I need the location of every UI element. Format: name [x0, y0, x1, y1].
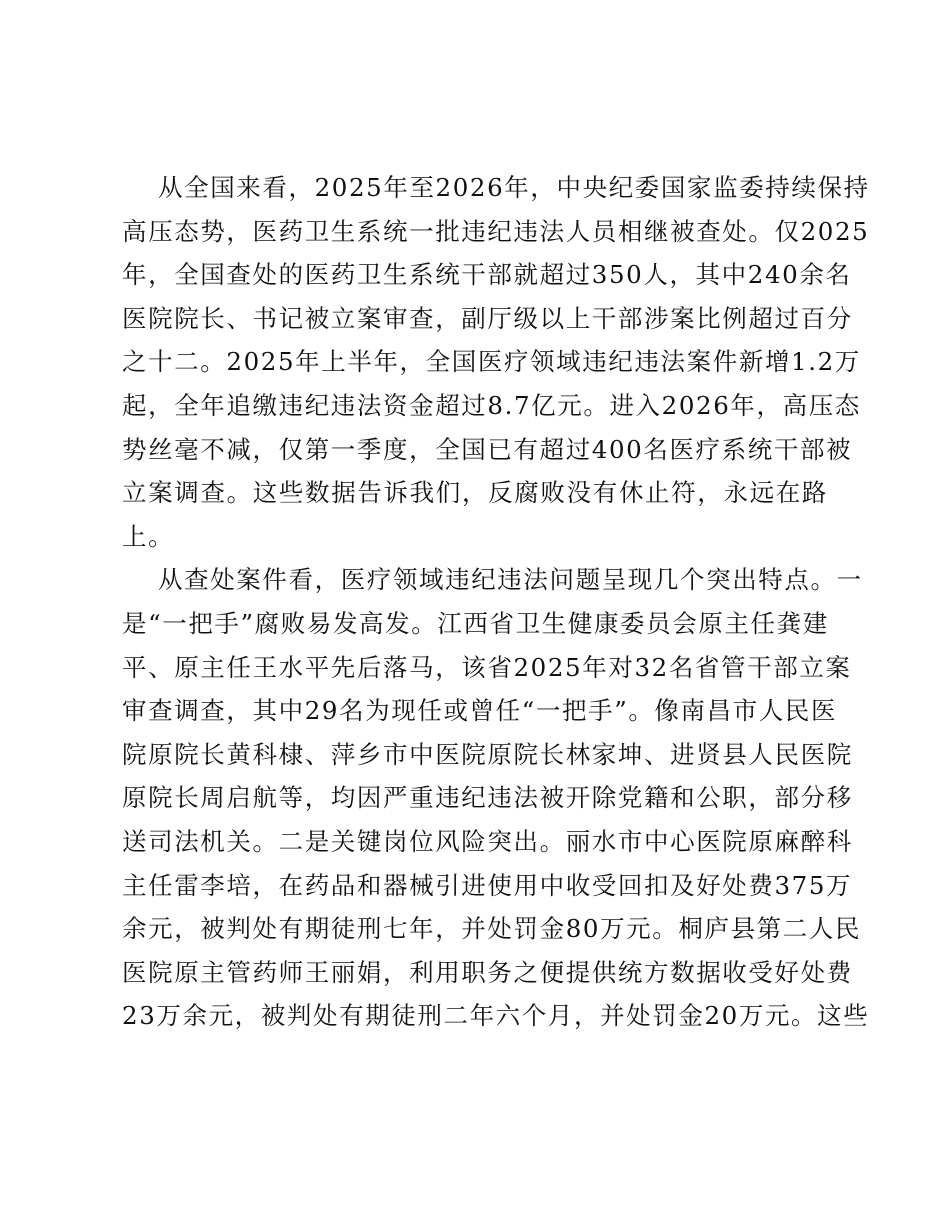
text-line: 余元，被判处有期徒刑七年，并处罚金80万元。桐庐县第二人民	[122, 914, 862, 944]
text-line: 23万余元，被判处有期徒刑二年六个月，并处罚金20万元。这些	[122, 1001, 870, 1031]
text-line: 立案调查。这些数据告诉我们，反腐败没有休止符，永远在路	[122, 478, 828, 508]
text-line: 院原院长黄科棣、萍乡市中医院原院长林家坤、进贤县人民医院	[122, 739, 853, 769]
text-line: 从查处案件看，医疗领域违纪违法问题呈现几个突出特点。一	[158, 565, 863, 595]
text-line: 原院长周启航等，均因严重违纪违法被开除党籍和公职，部分移	[122, 783, 853, 813]
text-line: 从全国来看，2025年至2026年，中央纪委国家监委持续保持	[158, 173, 870, 202]
text-line: 审查调查，其中29名为现任或曾任“一把手”。像南昌市人民医	[122, 696, 838, 726]
text-line: 是“一把手”腐败易发高发。江西省卫生健康委员会原主任龚建	[122, 608, 829, 638]
paragraph-1	[122, 166, 870, 558]
paragraph-2	[122, 558, 870, 1038]
text-line: 势丝毫不减，仅第一季度，全国已有超过400名医疗系统干部被	[122, 434, 853, 464]
text-line: 年，全国查处的医药卫生系统干部就超过350人，其中240余名	[122, 260, 852, 290]
body-text	[122, 166, 870, 1038]
text-line: 高压态势，医药卫生系统一批违纪违法人员相继被查处。仅2025	[122, 216, 870, 246]
text-line: 医院院长、书记被立案审查，副厅级以上干部涉案比例超过百分	[122, 303, 853, 333]
text-line: 上。	[122, 521, 175, 551]
text-line: 之十二。2025年上半年，全国医疗领域违纪违法案件新增1.2万	[122, 347, 861, 377]
text-line: 主任雷李培，在药品和器械引进使用中收受回扣及好处费375万	[122, 870, 853, 900]
text-line: 送司法机关。二是关键岗位风险突出。丽水市中心医院原麻醉科	[122, 826, 853, 856]
text-line: 平、原主任王水平先后落马，该省2025年对32名省管干部立案	[122, 652, 852, 682]
text-line: 起，全年追缴违纪违法资金超过8.7亿元。进入2026年，高压态	[122, 390, 861, 420]
text-line: 医院原主管药师王丽娟，利用职务之便提供统方数据收受好处费	[122, 957, 853, 987]
